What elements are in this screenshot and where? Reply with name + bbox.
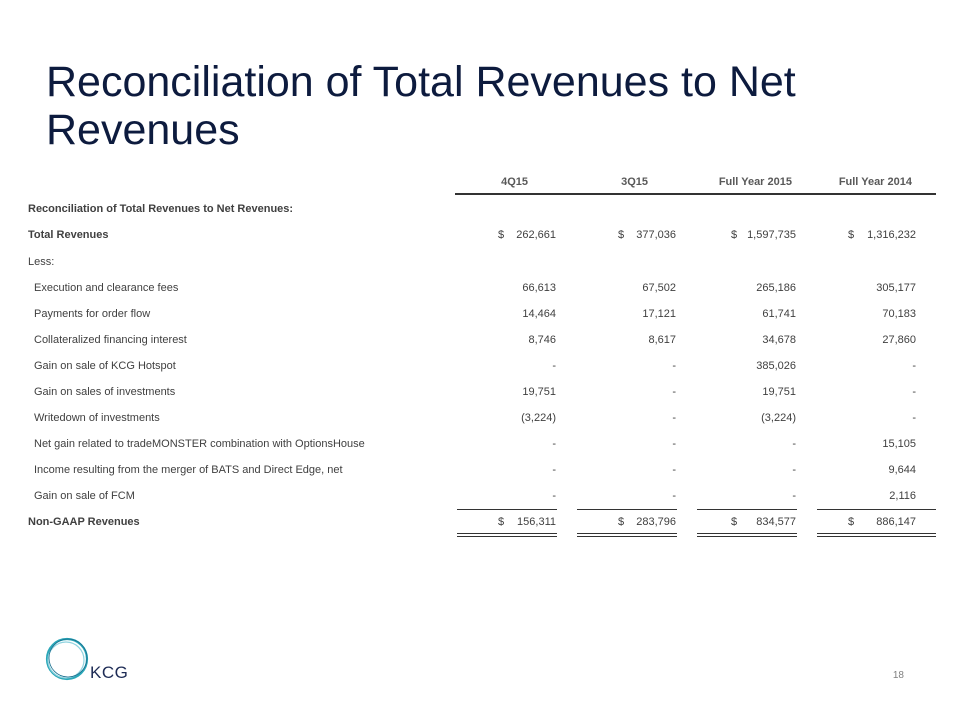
table-cell: - [912, 386, 916, 398]
dollar-sign: $ [731, 229, 738, 241]
dollar-sign: $ [848, 516, 855, 528]
table-cell: (3,224) [521, 412, 556, 424]
table-cell: 9,644 [888, 464, 916, 476]
table-cell: 17,121 [642, 308, 676, 320]
table-cell: 283,796 [636, 516, 676, 528]
table-cell: 886,147 [876, 516, 916, 528]
row-label: Writedown of investments [34, 412, 160, 424]
table-cell: 15,105 [882, 438, 916, 450]
table-cell: - [672, 412, 676, 424]
table-cell: - [552, 438, 556, 450]
table-cell: 305,177 [876, 282, 916, 294]
total-double-rule [577, 533, 677, 537]
table-cell: - [552, 360, 556, 372]
row-label: Gain on sale of KCG Hotspot [34, 360, 176, 372]
row-label: Gain on sale of FCM [34, 490, 135, 502]
table-cell: - [792, 464, 796, 476]
table-cell: - [912, 412, 916, 424]
page-title: Reconciliation of Total Revenues to Net Revenues [46, 58, 796, 154]
column-header-4q15: 4Q15 [501, 176, 528, 188]
total-double-rule [457, 533, 557, 537]
table-cell: 19,751 [762, 386, 796, 398]
brand-name: KCG [90, 663, 129, 682]
subtotal-rule [457, 509, 557, 510]
column-header-fy2015: Full Year 2015 [718, 176, 792, 188]
dollar-sign: $ [498, 516, 505, 528]
table-cell: - [672, 464, 676, 476]
table-cell: - [672, 490, 676, 502]
table-cell: 34,678 [762, 334, 796, 346]
table-cell: - [792, 438, 796, 450]
table-cell: 27,860 [882, 334, 916, 346]
table-cell: - [912, 360, 916, 372]
total-double-rule [817, 533, 936, 537]
subtotal-rule [817, 509, 936, 510]
table-cell: 19,751 [522, 386, 556, 398]
column-header-3q15: 3Q15 [621, 176, 648, 188]
row-label: Gain on sales of investments [34, 386, 176, 398]
section-heading: Reconciliation of Total Revenues to Net Revenues: [28, 203, 294, 215]
table-cell: 8,746 [528, 334, 556, 346]
table-cell: 66,613 [522, 282, 556, 294]
header-divider [455, 193, 936, 195]
table-cell: 67,502 [642, 282, 676, 294]
table-cell: 1,597,735 [747, 229, 796, 241]
row-label: Less: [28, 256, 55, 268]
dollar-sign: $ [848, 229, 855, 241]
table-cell: 262,661 [516, 229, 556, 241]
kcg-logo-icon [44, 636, 90, 682]
row-label: Total Revenues [28, 229, 109, 241]
dollar-sign: $ [618, 229, 625, 241]
table-cell: - [672, 438, 676, 450]
table-cell: 265,186 [756, 282, 796, 294]
table-cell: - [672, 360, 676, 372]
table-cell: (3,224) [761, 412, 796, 424]
subtotal-rule [577, 509, 677, 510]
subtotal-rule [697, 509, 797, 510]
row-label: Net gain related to tradeMONSTER combination with OptionsHouse [34, 438, 365, 450]
table-cell: - [792, 490, 796, 502]
row-label: Income resulting from the merger of BATS and Direct Edge, net [34, 464, 343, 476]
table-cell: 377,036 [636, 229, 676, 241]
row-label: Execution and clearance fees [34, 282, 179, 294]
dollar-sign: $ [498, 229, 505, 241]
dollar-sign: $ [618, 516, 625, 528]
table-cell: - [672, 386, 676, 398]
row-label: Non-GAAP Revenues [28, 516, 140, 528]
column-header-fy2014: Full Year 2014 [838, 176, 912, 188]
dollar-sign: $ [731, 516, 738, 528]
table-cell: 61,741 [762, 308, 796, 320]
table-cell: 156,311 [517, 516, 556, 528]
total-double-rule [697, 533, 797, 537]
table-cell: - [552, 464, 556, 476]
row-label: Collateralized financing interest [34, 334, 187, 346]
table-cell: 385,026 [756, 360, 796, 372]
table-cell: 14,464 [522, 308, 556, 320]
table-cell: 1,316,232 [867, 229, 916, 241]
row-label: Payments for order flow [34, 308, 151, 320]
table-cell: - [552, 490, 556, 502]
table-cell: 2,116 [889, 490, 916, 502]
table-cell: 70,183 [882, 308, 916, 320]
table-cell: 8,617 [648, 334, 676, 346]
table-cell: 834,577 [756, 516, 796, 528]
page-number: 18 [892, 670, 904, 681]
